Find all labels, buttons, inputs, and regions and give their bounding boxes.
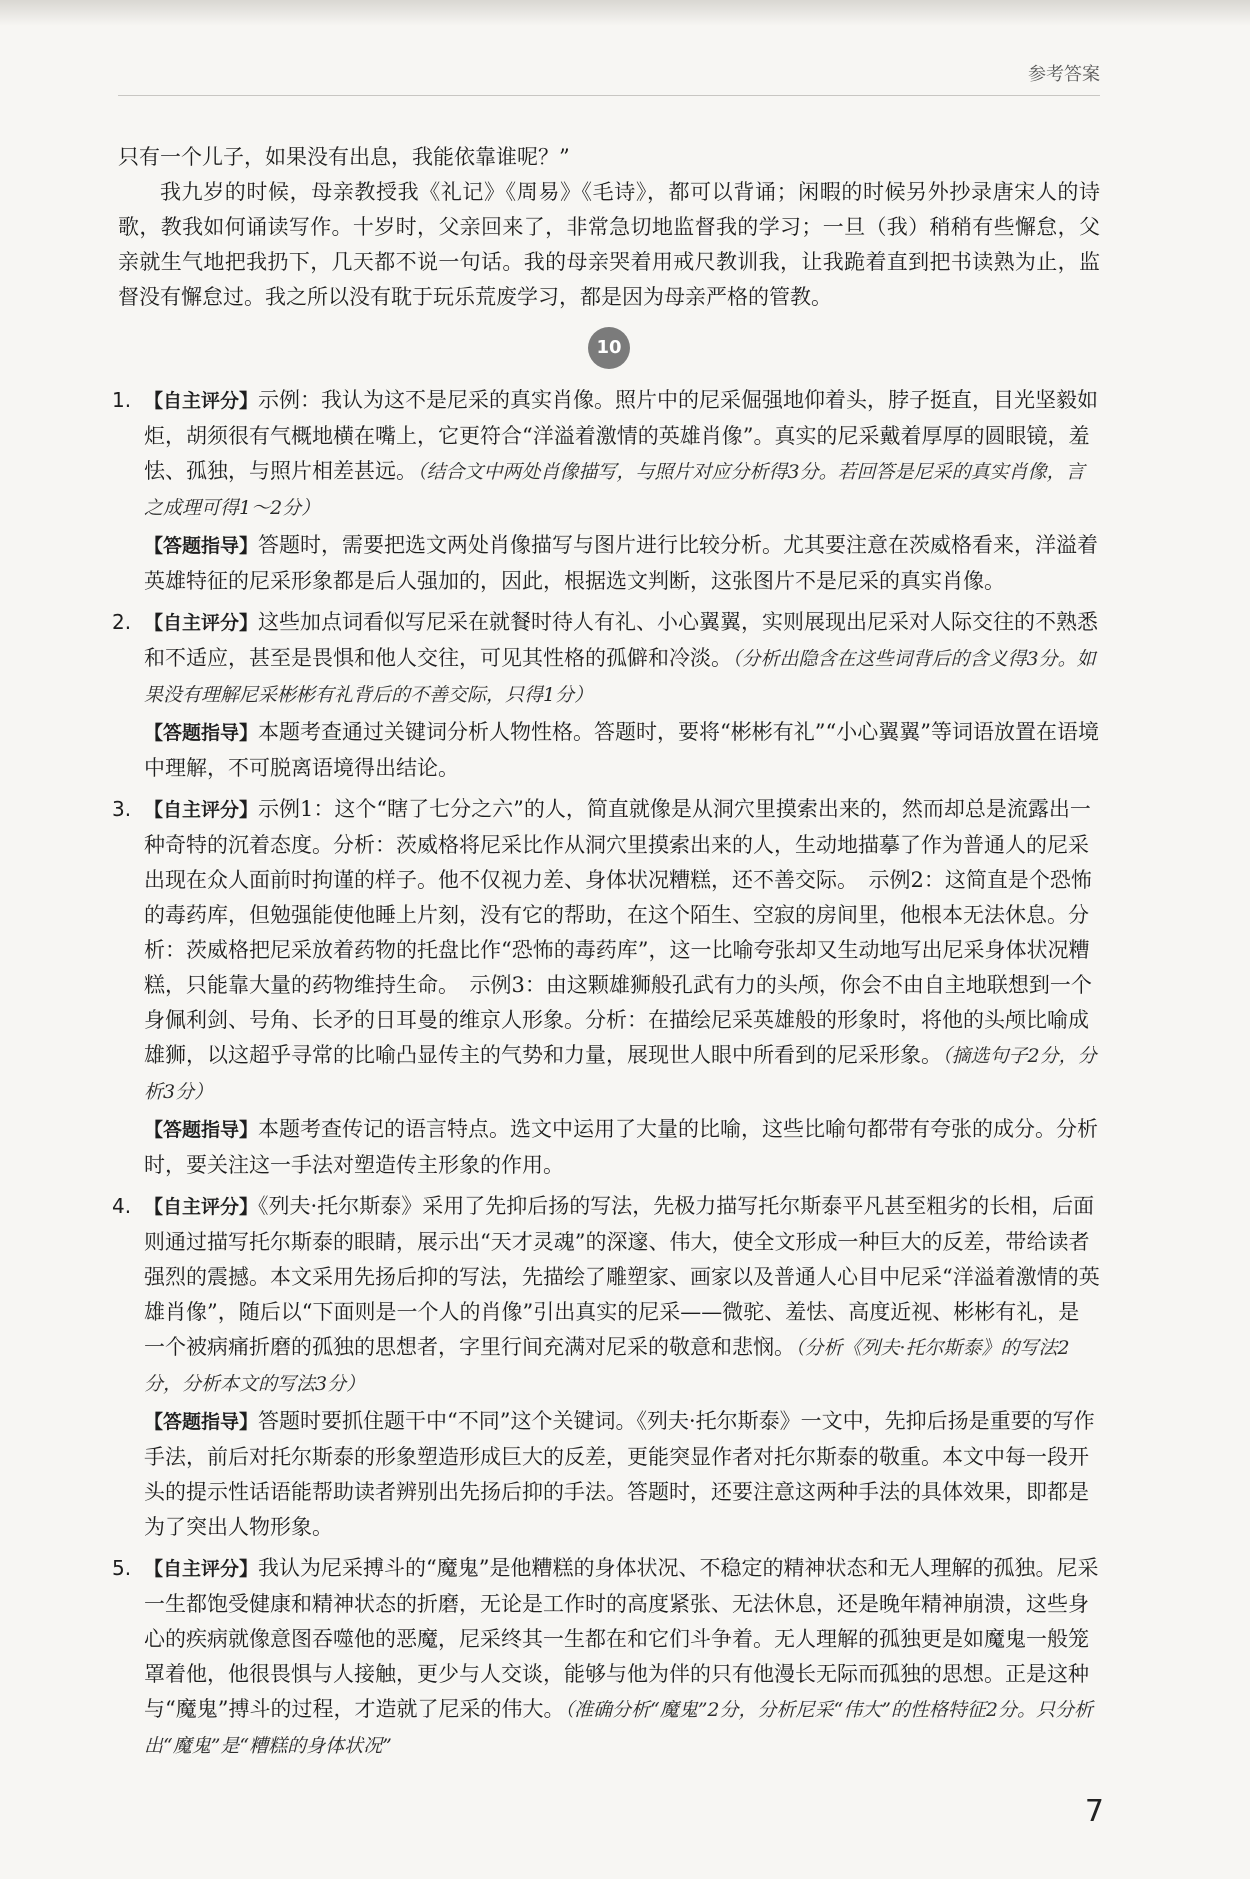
answer-guide-block — [118, 1404, 1100, 1545]
item-number: 5. — [112, 1556, 132, 1580]
answer-guide-tag: 【答题指导】 — [144, 535, 259, 557]
answer-guide-text: 答题时要抓住题干中“不同”这个关键词。《列夫·托尔斯泰》一文中，先抑后扬是重要的写作手法，前后对托尔斯泰的形象塑造形成巨大的反差，更能突显作者对托尔斯泰的敬重。本文中每一段开头的提示性话语能帮助读者辨别出先扬后抑的手法。答题时，还要注意这两种手法的具体效果，即都是为了突出人物形象。 — [144, 1409, 1095, 1539]
scoring-note: （摘选句子2分，分析3分） — [144, 1045, 1097, 1103]
self-score-block — [112, 792, 1100, 1110]
self-score-tag: 【自主评分】 — [144, 1196, 259, 1218]
answer-guide-block — [118, 528, 1100, 599]
scoring-note: （结合文中两处肖像描写，与照片对应分析得3分。若回答是尼采的真实肖像，言之成理可得1～2分） — [144, 461, 1085, 519]
story-paragraph-2: 我九岁的时候，母亲教授我《礼记》《周易》《毛诗》，都可以背诵；闲暇的时候另外抄录唐宋人的诗歌，教我如何诵读写作。十岁时，父亲回来了，非常急切地监督我的学习；一旦（我）稍稍有些懈怠，父亲就生气地把我扔下，几天都不说一句话。我的母亲哭着用戒尺教训我，让我跪着直到把书读熟为止，监督没有懈怠过。我之所以没有耽于玩乐荒废学习，都是因为母亲严格的管教。 — [118, 180, 1100, 309]
self-score-block — [112, 383, 1100, 526]
self-score-tag: 【自主评分】 — [144, 390, 259, 412]
self-score-tag: 【自主评分】 — [144, 799, 259, 821]
scoring-note: （分析《列夫·托尔斯泰》的写法2分，分析本文的写法3分） — [144, 1337, 1070, 1395]
item-number: 1. — [112, 388, 132, 412]
self-score-tag: 【自主评分】 — [144, 1558, 259, 1580]
item-number: 4. — [112, 1194, 132, 1218]
self-score-text: 示例：我认为这不是尼采的真实肖像。照片中的尼采倔强地仰着头，脖子挺直，目光坚毅如炬，胡须很有气概地横在嘴上，它更符合“洋溢着激情的英雄肖像”。真实的尼采戴着厚厚的圆眼镜，羞怯、孤独，与照片相差甚远。 — [144, 388, 1099, 483]
story-translation — [118, 140, 1100, 315]
running-header: 参考答案 — [1028, 64, 1100, 85]
header-rule — [118, 95, 1100, 96]
answer-item-3 — [112, 792, 1100, 1183]
section-number-badge: 10 — [588, 327, 630, 369]
answer-guide-text: 答题时，需要把选文两处肖像描写与图片进行比较分析。尤其要注意在茨威格看来，洋溢着英雄特征的尼采形象都是后人强加的，因此，根据选文判断，这张图片不是尼采的真实肖像。 — [144, 533, 1099, 593]
answer-guide-block — [118, 1112, 1100, 1183]
answer-guide-text: 本题考查通过关键词分析人物性格。答题时，要将“彬彬有礼”“小心翼翼”等词语放置在语境中理解，不可脱离语境得出结论。 — [144, 720, 1099, 780]
answer-guide-text: 本题考查传记的语言特点。选文中运用了大量的比喻，这些比喻句都带有夸张的成分。分析时，要关注这一手法对塑造传主形象的作用。 — [144, 1117, 1099, 1177]
self-score-block — [112, 1189, 1100, 1402]
item-number: 2. — [112, 610, 132, 634]
answer-guide-tag: 【答题指导】 — [144, 1119, 259, 1141]
self-score-text: 示例1：这个“瞎了七分之六”的人，简直就像是从洞穴里摸索出来的，然而却总是流露出一种奇特的沉着态度。分析：茨威格将尼采比作从洞穴里摸索出来的人，生动地描摹了作为普通人的尼采出现在众人面前时拘谨的样子。他不仅视力差、身体状况糟糕，还不善交际。 示例2：这简直是个恐怖的毒药库，但勉强能使他睡上片刻，没有它的帮助，在这个陌生、空寂的房间里，他根本无法休息。分析：茨威格把尼采放着药物的托盘比作“恐怖的毒药库”，这一比喻夸张却又生动地写出尼采身体状况糟糕，只能靠大量的药物维持生命。 示例3：由这颗雄狮般孔武有力的头颅，你会不由自主地联想到一个身佩利剑、号角、长矛的日耳曼的维京人形象。分析：在描绘尼采英雄般的形象时，将他的头颅比喻成雄狮，以这超乎寻常的比喻凸显传主的气势和力量，展现世人眼中所看到的尼采形象。 — [144, 797, 1092, 1067]
scoring-note: （准确分析“魔鬼”2分，分析尼采“伟大”的性格特征2分。只分析出“魔鬼”是“糟糕的身体状况” — [144, 1699, 1094, 1757]
answer-guide-block — [118, 715, 1100, 786]
answer-item-1 — [112, 383, 1100, 599]
self-score-block — [112, 1551, 1100, 1764]
self-score-tag: 【自主评分】 — [144, 612, 259, 634]
answer-item-2 — [112, 605, 1100, 786]
self-score-block — [112, 605, 1100, 713]
self-score-text: 我认为尼采搏斗的“魔鬼”是他糟糕的身体状况、不稳定的精神状态和无人理解的孤独。尼采一生都饱受健康和精神状态的折磨，无论是工作时的高度紧张、无法休息，还是晚年精神崩溃，这些身心的疾病就像意图吞噬他的恶魔，尼采终其一生都在和它们斗争着。无人理解的孤独更是如魔鬼一般笼罩着他，他很畏惧与人接触，更少与人交谈，能够与他为伴的只有他漫长无际而孤独的思想。正是这种与“魔鬼”搏斗的过程，才造就了尼采的伟大。 — [144, 1556, 1099, 1721]
page-number: 7 — [1084, 1794, 1104, 1829]
answer-item-5 — [112, 1551, 1100, 1764]
answer-item-4 — [112, 1189, 1100, 1545]
self-score-text: 这些加点词看似写尼采在就餐时待人有礼、小心翼翼，实则展现出尼采对人际交往的不熟悉和不适应，甚至是畏惧和他人交往，可见其性格的孤僻和冷淡。 — [144, 610, 1099, 670]
item-number: 3. — [112, 797, 132, 821]
page-top-shadow — [0, 0, 1250, 26]
self-score-text: 《列夫·托尔斯泰》采用了先抑后扬的写法，先极力描写托尔斯泰平凡甚至粗劣的长相，后面则通过描写托尔斯泰的眼睛，展示出“天才灵魂”的深邃、伟大，使全文形成一种巨大的反差，带给读者强烈的震撼。本文采用先扬后抑的写法，先描绘了雕塑家、画家以及普通人心目中尼采“洋溢着激情的英雄肖像”，随后以“下面则是一个人的肖像”引出真实的尼采——微驼、羞怯、高度近视、彬彬有礼，是一个被病痛折磨的孤独的思想者，字里行间充满对尼采的敬意和悲悯。 — [144, 1194, 1100, 1359]
answer-guide-tag: 【答题指导】 — [144, 1411, 259, 1433]
answer-guide-tag: 【答题指导】 — [144, 722, 259, 744]
story-paragraph-1: 只有一个儿子，如果没有出息，我能依靠谁呢？” — [118, 145, 570, 169]
scoring-note: （分析出隐含在这些词背后的含义得3分。如果没有理解尼采彬彬有礼背后的不善交际，只得1分） — [144, 648, 1096, 706]
page-content — [112, 140, 1100, 1770]
